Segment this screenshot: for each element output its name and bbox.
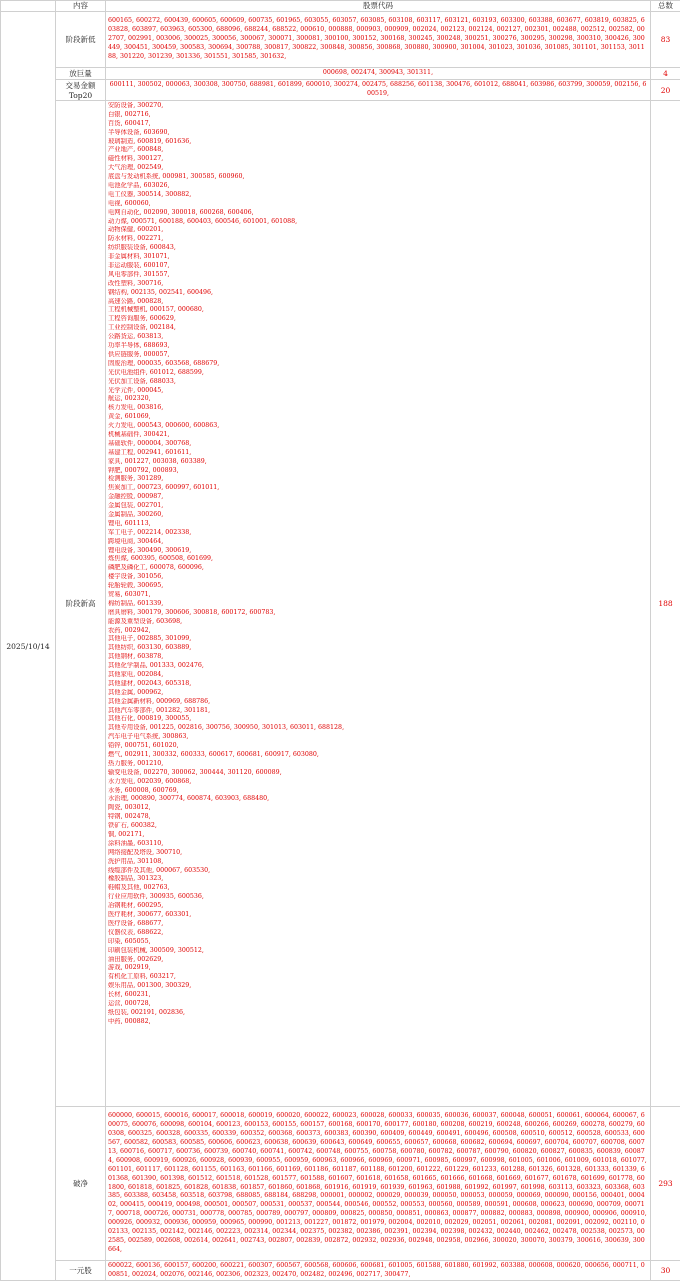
sector-line: 印染, 605055,: [108, 938, 648, 947]
sector-line: 基建工程, 002941, 601611,: [108, 449, 648, 458]
row-volume: [1, 68, 680, 80]
codes-top20: 600111, 300502, 000063, 300308, 300750, 688981, 601899, 600010, 300274, 002475, 688256, 601138, 300476, 601012, 688041, 603986, 603799, 300059, 002156, 600519,: [106, 80, 651, 101]
sector-line: 锂电设备, 300490, 300619,: [108, 547, 648, 556]
codes-net-break: 600000, 600015, 600016, 600017, 600018, 600019, 600020, 600022, 600023, 600028, 600033, 600035, 600036, 600037, 600048, 600051, 600061, 600064, 600067, 600075, 600076, 600098, 600104, 600123, 600153, 600155, 600157, 600168, 600170, 600177, 600180, 600208, 600219, 600248, 600266, 600269, 600278, 600279, 600308, 600325, 600328, 600335, 600339, 600352, 600368, 600373, 600383, 600390, 600409, 600449, 600491, 600496, 600508, 600510, 600512, 600528, 600533, 600567, 600582, 600583, 600585, 600606, 600623, 600638, 600639, 600643, 600649, 600655, 600657, 600668, 600682, 600694, 600697, 600704, 600707, 600708, 600713, 600716, 600717, 600736, 600739, 600740, 600741, 600742, 600748, 600755, 600758, 600780, 600782, 600787, 600790, 600820, 600827, 600835, 600839, 600874, 600908, 600919, 600926, 600928, 600939, 600955, 600959, 600963, 600966, 600969, 600971, 600985, 600997, 600998, 601005, 601006, 601009, 601018, 601077, 601101, 601117, 601128, 601155, 601163, 601166, 601169, 601186, 601187, 601188, 601200, 601222, 601229, 601233, 601288, 601326, 601328, 601333, 601339, 601368, 601390, 601398, 601512, 601518, 601528, 601577, 601588, 601607, 601618, 601658, 601665, 601666, 601668, 601669, 601677, 601678, 601699, 601778, 601800, 601818, 601825, 601828, 601838, 601857, 601860, 601868, 601916, 601919, 601939, 601963, 601988, 601992, 601997, 601998, 603113, 603323, 603368, 603385, 603388, 603458, 603518, 603798, 688085, 688184, 688298, 000001, 000002, 000029, 000039, 000050, 000053, 000059, 000069, 000090, 000156, 000401, 000402, 000415, 000419, 000498, 000501, 000507, 000531, 000537, 000544, 000546, 000552, 000553, 000560, 000589, 000591, 000608, 000623, 000690, 000709, 000717, 000718, 000726, 000731, 000778, 000785, 000789, 000797, 000809, 000825, 000850, 000851, 000863, 000877, 000882, 000883, 000898, 000900, 000906, 000910, 000926, 000932, 000936, 000959, 000965, 000990, 001213, 001227, 001872, 001979, 002004, 002010, 002029, 002051, 002061, 002081, 002091, 002092, 002110, 002133, 002135, 002142, 002146, 002223, 002314, 002344, 002375, 002382, 002386, 002391, 002394, 002398, 002432, 002440, 002462, 002478, 002538, 002573, 002585, 002589, 002608, 002614, 002641, 002743, 002807, 002839, 002872, 002932, 002936, 002948, 002958, 002966, 300020, 300070, 300379, 300616, 300639, 300664,: [106, 1107, 651, 1261]
sector-line: 行业应用软件, 300935, 600536,: [108, 893, 648, 902]
sector-line: 洗护用品, 301108,: [108, 858, 648, 867]
sector-line: 动物保健, 600201,: [108, 226, 648, 235]
sector-line: 底盘与发动机系统, 000981, 300585, 600960,: [108, 173, 648, 182]
sector-line: 供应链服务, 000057,: [108, 351, 648, 360]
codes-one-yuan: 600022, 600136, 600157, 600200, 600221, 600307, 600567, 600568, 600606, 600681, 601005, 601588, 601880, 601992, 603388, 000608, 000620, 000656, 000711, 000851, 002024, 002076, 002146, 002306, 002323, 002470, 002482, 002496, 002717, 300477,: [106, 1261, 651, 1281]
sector-line: 军工电子, 002214, 002338,: [108, 529, 648, 538]
sector-line: 水力发电, 002039, 600868,: [108, 778, 648, 787]
sector-line: 焦炭加工, 000723, 600997, 601011,: [108, 484, 648, 493]
sector-line: 燃气, 002911, 300332, 600333, 600617, 600681, 600917, 603080,: [108, 751, 648, 760]
sector-line: 金融控股, 000987,: [108, 493, 648, 502]
codes-new-high: [106, 101, 651, 1107]
sector-line: 核力发电, 003816,: [108, 404, 648, 413]
sector-line: 其他钢材, 603878,: [108, 653, 648, 662]
sector-line: 电池化学品, 603026,: [108, 182, 648, 191]
sector-line: 游戏, 002919,: [108, 964, 648, 973]
sector-line: 其他汽车零部件, 001282, 301181,: [108, 707, 648, 716]
row-net-break: [1, 1107, 680, 1261]
sector-line: 改性塑料, 300716,: [108, 280, 648, 289]
sector-line: 油田服务, 002629,: [108, 956, 648, 965]
total-net-break: 293: [651, 1107, 680, 1261]
sector-line: 金属包装, 002701,: [108, 502, 648, 511]
sector-line: 其他专用设备, 001225, 002816, 300756, 300950, 301013, 603011, 688128,: [108, 724, 648, 733]
total-top20: 20: [651, 80, 680, 101]
sector-line: 能源及重型设备, 603698,: [108, 618, 648, 627]
sector-line: 医疗耗材, 300677, 603301,: [108, 911, 648, 920]
sector-line: 锂电, 601113,: [108, 520, 648, 529]
sector-line: 其他化学制品, 001333, 002476,: [108, 662, 648, 671]
sector-line: 其他金属, 000962,: [108, 689, 648, 698]
sector-line: 涂料油墨, 603110,: [108, 840, 648, 849]
sector-line: 固废治理, 000035, 603568, 688679,: [108, 360, 648, 369]
sector-line: 玻璃制造, 600819, 601636,: [108, 138, 648, 147]
sector-line: 农药, 002942,: [108, 627, 648, 636]
sector-line: 磨具磨料, 300179, 300606, 300818, 600172, 600783,: [108, 609, 648, 618]
sector-line: 钢结构, 002135, 002541, 600496,: [108, 289, 648, 298]
sector-line: 输变电设备, 002270, 300062, 300444, 301120, 600089,: [108, 769, 648, 778]
sector-line: 棉纺制品, 601339,: [108, 600, 648, 609]
sector-line: 基础软件, 000004, 300768,: [108, 440, 648, 449]
sector-line: 线缆部件及其他, 000067, 603530,: [108, 867, 648, 876]
sector-line: 动力煤, 000571, 600188, 600403, 600546, 601001, 601088,: [108, 218, 648, 227]
total-new-low: 83: [651, 12, 680, 68]
sector-line: 贸易, 603071,: [108, 591, 648, 600]
sector-line: 中药, 000882,: [108, 1018, 648, 1027]
header-codes: 股票代码: [106, 1, 651, 12]
label-top20: 交易金额Top20: [56, 80, 106, 101]
sector-line: 楼宇设备, 301056,: [108, 573, 648, 582]
sector-line: 有机化工原料, 603217,: [108, 973, 648, 982]
sector-line: 电网自动化, 002090, 300018, 600268, 600406,: [108, 209, 648, 218]
sector-line: 非金属材料, 301071,: [108, 253, 648, 262]
sector-line: 黄金, 601069,: [108, 413, 648, 422]
sector-line: 电视, 600060,: [108, 200, 648, 209]
total-volume: 4: [651, 68, 680, 80]
header-row: [1, 1, 680, 12]
row-new-low: [1, 12, 680, 68]
sector-line: 陶瓷, 003012,: [108, 804, 648, 813]
sector-line: 家具, 001227, 003038, 603389,: [108, 458, 648, 467]
sector-line: 磷肥及磷化工, 600078, 600096,: [108, 564, 648, 573]
date-cell: 2025/10/14: [1, 12, 56, 1281]
sector-line: 光伏加工设备, 688033,: [108, 378, 648, 387]
sector-line: 白银, 002716,: [108, 111, 648, 120]
row-top20: [1, 80, 680, 101]
sector-line: 仪器仪表, 688622,: [108, 929, 648, 938]
sector-line: 金属制品, 300260,: [108, 511, 648, 520]
sector-line: 高速公路, 000828,: [108, 298, 648, 307]
header-total: 总数: [651, 1, 680, 12]
sector-line: 机械基础件, 300421,: [108, 431, 648, 440]
codes-new-low: 600165, 600272, 600439, 600605, 600609, 600735, 601965, 603055, 603057, 603085, 603108, 603117, 603121, 603193, 603300, 603388, 603677, 603819, 603825, 603828, 603897, 603963, 605300, 688096, 688244, 688522, 000610, 000888, 000903, 000909, 002024, 002123, 002124, 002127, 002301, 002488, 002512, 002582, 002707, 002991, 003006, 300025, 300056, 300067, 300071, 300081, 300100, 300152, 300168, 300245, 300248, 300251, 300276, 300295, 300298, 300310, 300426, 300449, 300451, 300459, 300583, 300694, 300788, 300817, 300822, 300848, 300856, 300868, 300880, 300900, 301004, 301023, 301036, 301085, 301101, 301153, 301188, 301220, 301239, 301336, 301551, 301585, 301632,: [106, 12, 651, 68]
sector-line: 铅锌, 000751, 601020,: [108, 742, 648, 751]
sector-line: 长材, 600231,: [108, 991, 648, 1000]
sector-line: 百货, 600417,: [108, 120, 648, 129]
sector-line: 冶钢耗材, 600295,: [108, 902, 648, 911]
sector-line: 特钢, 002478,: [108, 813, 648, 822]
header-content: 内容: [56, 1, 106, 12]
sector-line: 纺织服装设备, 600843,: [108, 244, 648, 253]
sector-line: 印刷包装机械, 300509, 300512,: [108, 947, 648, 956]
sector-line: 功率半导体, 688693,: [108, 342, 648, 351]
sector-line: 风电零部件, 301557,: [108, 271, 648, 280]
sector-line: 磁性材料, 300127,: [108, 155, 648, 164]
sector-line: 其他建材, 002043, 605318,: [108, 680, 648, 689]
sector-line: 水务, 600008, 600769,: [108, 787, 648, 796]
sector-line: 产业地产, 600848,: [108, 146, 648, 155]
label-volume: 放巨量: [56, 68, 106, 80]
sector-line: 安防设备, 300270,: [108, 102, 648, 111]
codes-volume: 000698, 002474, 300943, 301311,: [106, 68, 651, 80]
sector-line: 跨境电商, 300464,: [108, 538, 648, 547]
sector-line: 光学元件, 000045,: [108, 387, 648, 396]
sector-line: 热力服务, 001210,: [108, 760, 648, 769]
label-one-yuan: 一元股: [56, 1261, 106, 1281]
sector-line: 橡胶制品, 301323,: [108, 875, 648, 884]
sector-line: 其他石化, 000819, 300055,: [108, 715, 648, 724]
header-date-col: [1, 1, 56, 12]
sector-line: 防水材料, 002271,: [108, 235, 648, 244]
sector-line: 半导体设备, 603690,: [108, 129, 648, 138]
total-one-yuan: 30: [651, 1261, 680, 1281]
sector-line: 铁矿石, 600382,: [108, 822, 648, 831]
sector-line: 汽车电子电气系统, 300863,: [108, 733, 648, 742]
sector-line: 光伏电池组件, 601012, 688599,: [108, 369, 648, 378]
sector-line: 火力发电, 000543, 000600, 600863,: [108, 422, 648, 431]
sector-line: 轮胎轮毂, 300695,: [108, 582, 648, 591]
sector-line: 纸包装, 002191, 002836,: [108, 1009, 648, 1018]
sector-line: 其他电子, 002885, 301099,: [108, 635, 648, 644]
sector-line: 其他家电, 002084,: [108, 671, 648, 680]
sector-line: 航运, 002320,: [108, 395, 648, 404]
label-net-break: 破净: [56, 1107, 106, 1261]
sector-line: 水治理, 000890, 300774, 600874, 603903, 688480,: [108, 795, 648, 804]
total-new-high: 188: [651, 101, 680, 1107]
label-new-low: 阶段新低: [56, 12, 106, 68]
row-new-high: [1, 101, 680, 1107]
sector-line: 其他纺织, 603130, 603889,: [108, 644, 648, 653]
sector-line: 公路货运, 603813,: [108, 333, 648, 342]
sector-list[interactable]: [108, 101, 648, 1106]
sector-line: 钾肥, 000792, 000893,: [108, 467, 648, 476]
sector-line: 工程机械整机, 000157, 000680,: [108, 306, 648, 315]
sector-line: 铜, 002171,: [108, 831, 648, 840]
sector-line: 检测服务, 301289,: [108, 475, 648, 484]
sector-line: 鞋帽及其他, 002763,: [108, 884, 648, 893]
row-one-yuan: [1, 1261, 680, 1281]
sector-line: 电工仪器, 300514, 300882,: [108, 191, 648, 200]
sector-line: 其他金属新材料, 000969, 688786,: [108, 698, 648, 707]
sector-line: 工程咨询服务, 600629,: [108, 315, 648, 324]
sector-line: 娱乐用品, 001300, 300329,: [108, 982, 648, 991]
sector-line: 运营, 000728,: [108, 1000, 648, 1009]
sector-line: 工业控制设备, 002184,: [108, 324, 648, 333]
sector-line: 非运动服装, 600107,: [108, 262, 648, 271]
sector-line: 大气治理, 002549,: [108, 164, 648, 173]
sector-line: 炼焦煤, 600395, 600508, 601699,: [108, 555, 648, 564]
sector-line: 网络接配及塔设, 300710,: [108, 849, 648, 858]
label-new-high: 阶段新高: [56, 101, 106, 1107]
sector-line: 医疗设备, 688677,: [108, 920, 648, 929]
